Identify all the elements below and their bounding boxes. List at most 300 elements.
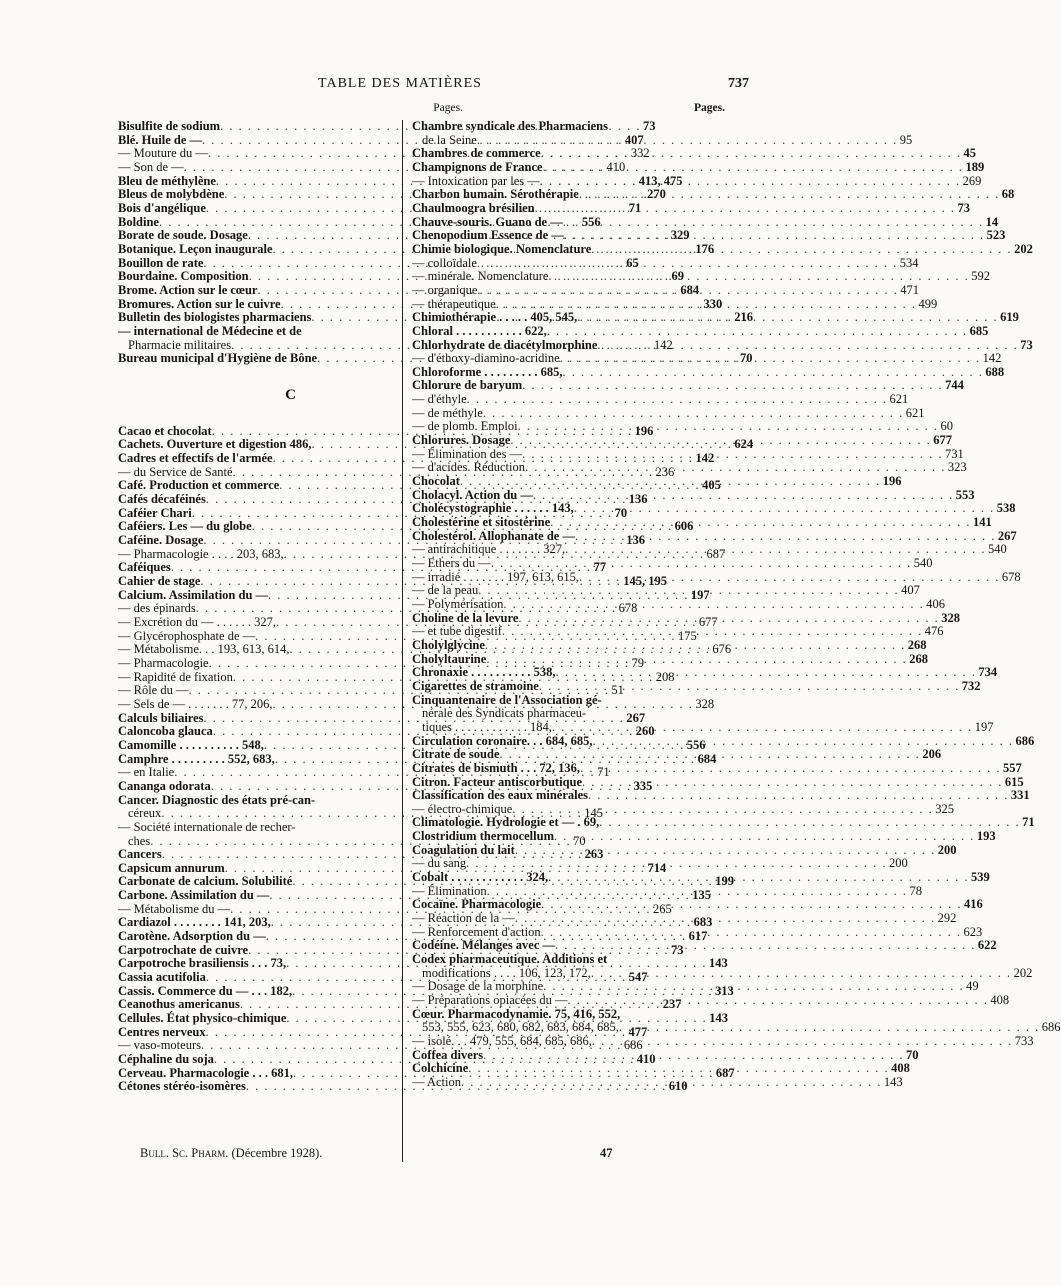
leader-dots	[502, 625, 923, 639]
entry-text: Chlorures. Dosage	[412, 433, 511, 448]
entry-pages: 407	[624, 132, 644, 147]
entry-text: Cancers	[118, 847, 162, 862]
leader-dots	[591, 243, 1012, 257]
index-entry	[412, 542, 1007, 557]
leader-dots	[533, 489, 954, 503]
index-entry	[412, 897, 983, 912]
entry-pages: 408	[891, 1061, 910, 1076]
leader-dots	[460, 475, 881, 489]
entry-text: Carotène. Adsorption du —	[118, 929, 266, 944]
leader-dots	[579, 571, 1000, 585]
entry-text: Cholestérol. Allophanate de —	[412, 528, 575, 543]
leader-dots	[547, 325, 968, 339]
index-entry	[412, 1020, 1061, 1035]
leader-dots	[582, 776, 1003, 790]
entry-pages: 687	[706, 546, 726, 561]
entry-text: Cholacyl. Action du —	[412, 487, 533, 502]
running-header-title: TABLE DES MATIÈRES	[318, 76, 482, 91]
leader-dots	[541, 926, 962, 940]
entry-pages: 268	[909, 651, 928, 666]
index-entry	[412, 883, 923, 899]
entry-text: Coffea divers	[412, 1047, 484, 1062]
entry-pages: 51	[611, 683, 624, 698]
entry-text: — du sang	[412, 856, 467, 871]
entry-text: Capsicum annurum	[118, 860, 225, 875]
entry-pages: 325	[935, 801, 954, 816]
entry-text: 553, 555, 623, 680, 682, 683, 684, 685,	[422, 1020, 619, 1035]
entry-text: Cafés décaféinés	[118, 492, 206, 507]
index-entry	[412, 419, 953, 434]
index-entry	[412, 159, 985, 175]
entry-text: Coagulation du lait	[412, 842, 515, 857]
index-entry	[412, 337, 1033, 353]
entry-text: — des épinards	[118, 601, 196, 616]
entry-pages: 202	[1013, 965, 1033, 980]
entry-text: Chlorhydrate de diacétylmorphine	[412, 337, 598, 352]
entry-text: Bromures. Action sur le cuivre	[118, 296, 281, 311]
entry-text: de la Seine	[422, 132, 477, 147]
leader-dots	[496, 298, 917, 312]
entry-pages: 216	[734, 310, 754, 325]
entry-pages: 617	[688, 929, 708, 944]
entry-text: — colloïdale	[412, 255, 477, 270]
entry-pages: 416	[964, 897, 983, 912]
entry-text: Caféine. Dosage	[118, 533, 204, 548]
entry-text: Bleu de méthylène	[118, 173, 216, 188]
leader-dots	[562, 366, 983, 380]
index-entry	[412, 282, 920, 298]
entry-text: Citrates de bismuth . . . 72, 136,	[412, 760, 581, 775]
entry-pages: 14	[985, 214, 999, 229]
entry-text: — Sels de — . . . . . . . 77, 206,	[118, 696, 273, 711]
index-entry	[412, 938, 997, 953]
entry-pages: 678	[618, 601, 638, 616]
entry-text: — Polymérisation	[412, 596, 504, 611]
entry-text: — d'éthoxy-diamino-acridine	[412, 351, 560, 366]
entry-text: Cigarettes de stramoine	[412, 678, 539, 693]
entry-text: Cassis. Commerce du — . . . 182,	[118, 983, 293, 998]
entry-pages: 406	[926, 596, 945, 611]
leader-dots	[593, 735, 1014, 749]
entry-pages: 732	[961, 678, 981, 693]
index-entry	[412, 392, 909, 407]
leader-dots	[483, 1049, 904, 1063]
leader-dots	[467, 393, 888, 407]
entry-pages: 328	[695, 696, 715, 711]
entry-text: Bulletin des biologistes pharmaciens	[118, 310, 312, 325]
leader-dots	[466, 857, 887, 871]
index-entry	[412, 651, 928, 667]
entry-pages: 410	[636, 1052, 656, 1066]
index-entry	[412, 678, 981, 694]
journal-name: Bull. Sc. Pharm.	[140, 1146, 229, 1160]
entry-pages: 678	[1001, 569, 1021, 584]
entry-pages: 45	[963, 146, 977, 161]
leader-dots	[550, 516, 971, 530]
entry-text: Charbon humain. Sérothérapie	[412, 187, 579, 202]
entry-pages: 292	[937, 911, 957, 926]
index-entry	[412, 856, 908, 871]
entry-text: Bois d'angélique	[118, 200, 206, 215]
entry-pages: 208	[655, 669, 675, 684]
entry-pages: 77	[593, 560, 607, 575]
leader-dots	[518, 420, 939, 434]
entry-pages: 200	[937, 842, 957, 857]
entry-text: Caféiers. Les — du globe	[118, 519, 252, 534]
entry-text: Codex pharmaceutique. Additions et	[412, 952, 608, 967]
entry-text: Blé. Huile de —	[118, 132, 203, 147]
entry-pages: 70	[739, 351, 753, 366]
index-entry	[412, 446, 964, 462]
entry-text: — Action	[412, 1074, 461, 1089]
entry-pages: 200	[889, 856, 908, 871]
entry-text: — d'acides. Réduction	[412, 460, 525, 475]
index-entry	[412, 228, 1006, 243]
entry-pages: 73	[957, 200, 970, 215]
entry-pages: 499	[918, 296, 938, 311]
entry-pages: 621	[905, 405, 925, 420]
entry-text: Chaulmoogra brésilien	[412, 200, 535, 215]
leader-dots	[491, 557, 912, 571]
entry-pages: 684	[697, 751, 717, 766]
entry-text: — Élimination des —	[412, 446, 523, 461]
entry-pages: 69	[671, 269, 684, 284]
index-entry	[412, 474, 902, 489]
entry-text: — irradié . . . . . . . 197, 613, 615,	[412, 569, 579, 584]
entry-text: Carpotrochate de cuivre	[118, 942, 249, 957]
leader-dots	[483, 407, 904, 421]
entry-pages: 196	[882, 474, 902, 489]
index-entry	[412, 760, 1022, 776]
entry-text: Citrate de soude	[412, 747, 500, 762]
index-entry	[412, 1074, 903, 1090]
index-entry	[412, 241, 1033, 257]
leader-dots	[563, 216, 984, 230]
index-entry	[412, 269, 991, 284]
entry-text: Classification des eaux minérales	[412, 788, 589, 803]
leader-dots	[525, 461, 946, 475]
entry-pages: 331	[1010, 788, 1030, 803]
issue-date: (Décembre 1928).	[231, 1146, 323, 1160]
entry-pages: 734	[978, 665, 998, 680]
index-entry	[412, 624, 944, 639]
entry-text: Bureau municipal d'Hygiène de Bône	[118, 351, 318, 366]
entry-pages: 70	[906, 1047, 919, 1062]
entry-pages: 189	[965, 159, 985, 174]
entry-text: — de méthyle	[412, 405, 483, 420]
entry-pages: 95	[899, 132, 913, 147]
entry-pages: 70	[573, 833, 586, 848]
entry-pages: 556	[686, 737, 706, 752]
entry-text: Cétones stéréo-isomères	[118, 1079, 246, 1094]
leader-dots	[518, 612, 939, 626]
index-entry	[412, 569, 1021, 585]
entry-text: Chloral . . . . . . . . . . . 622,	[412, 323, 547, 338]
entry-pages: 267	[997, 528, 1017, 543]
entry-text: Camphre . . . . . . . . . 552, 683,	[118, 751, 275, 766]
entry-text: — Pharmacologie	[118, 655, 209, 670]
entry-pages: 142	[653, 337, 673, 352]
entry-pages: 143	[709, 1011, 729, 1026]
entry-text: Cananga odorata	[118, 778, 211, 793]
entry-text: — Glycérophosphate de —	[118, 628, 256, 643]
entry-pages: 685	[969, 323, 989, 338]
entry-pages: 79	[631, 655, 644, 670]
entry-pages: 413, 475	[638, 173, 683, 188]
entry-pages: 68	[1001, 187, 1015, 202]
entry-text: — Son de —	[118, 159, 184, 174]
entry-text: Cardiazol . . . . . . . . 141, 203,	[118, 915, 271, 930]
leader-dots	[522, 448, 943, 462]
leader-dots	[515, 912, 936, 926]
entry-pages: 73	[642, 119, 656, 133]
entry-text: Caféiques	[118, 560, 171, 575]
entry-text: — minérale. Nomenclature	[412, 269, 549, 284]
index-entry	[412, 405, 925, 421]
entry-pages: 136	[628, 492, 648, 507]
entry-pages: 328	[941, 610, 960, 625]
entry-text: Climatologie. Hydrologie et — . 69,	[412, 815, 600, 830]
entry-pages: 60	[940, 419, 953, 434]
entry-pages: 268	[907, 637, 927, 652]
entry-pages: 557	[1002, 760, 1022, 775]
index-entry	[412, 1047, 919, 1063]
entry-text: Café. Production et commerce	[118, 478, 280, 493]
entry-text: — antirachitique . . . . . . . 327,	[412, 542, 566, 557]
index-entry	[412, 924, 983, 940]
entry-text: Cerveau. Pharmacologie . . . 681,	[118, 1065, 293, 1080]
entry-pages: 73	[670, 942, 684, 957]
entry-pages: 624	[734, 437, 754, 452]
entry-pages: 677	[698, 615, 718, 629]
column-divider	[402, 120, 403, 1162]
entry-pages: 265	[653, 901, 672, 916]
index-entry	[412, 707, 725, 721]
entry-pages: 193	[976, 829, 996, 844]
entry-pages: 73	[1020, 337, 1033, 352]
entry-text: — Rôle du —	[118, 683, 189, 698]
entry-pages: 199	[715, 874, 734, 889]
entry-text: — Préparations opiacées du —	[412, 993, 568, 1007]
entry-pages: 49	[966, 979, 979, 994]
entry-text: Chocolat	[412, 474, 460, 489]
entry-pages: 70	[614, 505, 628, 520]
leader-dots	[556, 666, 977, 680]
leader-dots	[477, 284, 898, 298]
entry-text: Carpotroche brasiliensis . . . 73,	[118, 956, 287, 971]
entry-text: Cholestérine et sitostérine	[412, 515, 551, 530]
entry-pages: 606	[674, 519, 694, 534]
entry-text: Bourdaine. Composition	[118, 269, 249, 284]
entry-text: — Excrétion du — . . . . . . 327,	[118, 615, 276, 629]
entry-text: Codéine. Mélanges avec —	[412, 938, 556, 953]
entry-pages: 538	[996, 501, 1016, 516]
entry-text: — Dosage de la morphine	[412, 979, 544, 994]
index-entry	[412, 528, 1017, 544]
entry-pages: 330	[703, 296, 723, 311]
leader-dots	[554, 830, 975, 844]
footer-citation	[140, 1146, 322, 1161]
entry-text: Cellules. État physico-chimique	[118, 1011, 287, 1026]
entry-pages: 547	[628, 970, 648, 985]
entry-text: modifications . . . . 106, 123, 172,	[422, 965, 591, 980]
entry-text: — d'éthyle	[412, 392, 467, 407]
index-entry	[412, 501, 1016, 516]
entry-text: Cholylglycine	[412, 637, 485, 652]
entry-text: Cacao et chocolat	[118, 423, 212, 438]
index-entry	[412, 694, 725, 708]
entry-pages: 237	[662, 997, 682, 1012]
page-number: 737	[728, 76, 749, 91]
entry-pages: 405	[702, 478, 721, 493]
section-letter: C	[285, 386, 296, 403]
entry-text: Ceanothus americanus	[118, 997, 240, 1012]
entry-text: Caféier Chari	[118, 505, 192, 520]
index-entry	[412, 120, 725, 134]
leader-dots	[522, 379, 943, 393]
entry-pages: 686	[623, 1038, 643, 1053]
entry-text: — du Service de Santé	[118, 464, 233, 479]
entry-text: — Intoxication par les —	[412, 173, 540, 188]
entry-pages: 197	[690, 587, 710, 602]
entry-text: Bleus de molybdène	[118, 187, 225, 202]
leader-dots	[552, 721, 973, 735]
index-entry	[412, 173, 982, 189]
entry-text: — de plomb. Emploi	[412, 419, 518, 434]
entry-text: Colchicine	[412, 1061, 469, 1076]
entry-pages: 71	[597, 765, 610, 780]
leader-dots	[591, 967, 1012, 981]
leader-dots	[477, 257, 898, 271]
entry-pages: 71	[1022, 815, 1035, 830]
entry-text: Botanique. Leçon inaugurale	[118, 241, 273, 256]
leader-dots	[575, 530, 996, 544]
entry-text: Cobalt . . . . . . . . . . . . 324,	[412, 870, 549, 885]
entry-text: Chauve-souris. Guano de —	[412, 214, 563, 229]
index-entry	[412, 965, 1033, 981]
leader-dots	[541, 898, 962, 912]
entry-text: — Rapidité de fixation	[118, 669, 233, 684]
entry-pages: 410	[606, 159, 626, 174]
entry-pages: 196	[634, 423, 654, 438]
entry-text: — Société internationale de recher-	[118, 819, 296, 834]
index-entry	[412, 719, 994, 735]
entry-text: nérale des Syndicats pharmaceu-	[422, 706, 587, 721]
entry-text: Chronaxie . . . . . . . . . . 538,	[412, 665, 556, 680]
leader-dots	[539, 680, 960, 694]
leader-dots	[599, 816, 1020, 830]
leader-dots	[510, 434, 931, 448]
entry-text: Champignons de France	[412, 159, 543, 174]
index-entry	[412, 788, 1030, 803]
leader-dots	[503, 598, 924, 612]
entry-pages: 539	[971, 870, 990, 885]
entry-text: Bouillon de rate	[118, 255, 204, 270]
leader-dots	[577, 311, 998, 325]
entry-text: Chlorure de baryum	[412, 378, 523, 393]
entry-text: Chloroforme . . . . . . . . . 685,	[412, 364, 563, 379]
entry-pages: 141	[973, 515, 992, 530]
entry-pages: 610	[668, 1079, 688, 1094]
index-entry	[412, 733, 1035, 749]
entry-text: — vaso-moteurs	[118, 1038, 201, 1053]
entry-text: — Pharmacologie . . . . 203, 683,	[118, 546, 284, 561]
entry-pages: 313	[714, 983, 734, 998]
entry-text: — Métabolisme du —	[118, 901, 231, 916]
entry-text: — international de Médecine et de	[118, 323, 302, 338]
entry-pages: 329	[670, 228, 690, 243]
entry-pages: 175	[678, 628, 697, 643]
entry-pages: 686	[1041, 1020, 1061, 1035]
leader-dots	[580, 762, 1001, 776]
entry-text: Chenopodium Essence de —	[412, 228, 564, 243]
entry-pages: 688	[985, 364, 1005, 379]
entry-pages: 556	[581, 214, 601, 229]
leader-dots	[535, 202, 956, 216]
pages-column-label: Pages.	[433, 102, 463, 114]
entry-pages: 236	[655, 464, 675, 479]
index-entry	[412, 364, 1005, 380]
entry-pages: 714	[647, 860, 667, 875]
leader-dots	[548, 871, 969, 885]
index-entry	[412, 556, 933, 571]
entry-text: — thérapeutique	[412, 296, 496, 311]
entry-pages: 260	[635, 724, 655, 739]
index-entry	[412, 323, 989, 339]
entry-pages: 534	[899, 255, 919, 270]
entry-text: Camomille . . . . . . . . . . 548,	[118, 737, 264, 752]
entry-text: Cassia acutifolia	[118, 970, 206, 985]
entry-pages: 540	[987, 542, 1007, 557]
entry-text: — et tube digestif	[412, 624, 502, 639]
entry-pages: 686	[1015, 733, 1035, 748]
entry-text: Carbonate de calcium. Solubilité	[118, 874, 293, 889]
index-entry	[412, 829, 996, 844]
index-entry	[412, 596, 945, 612]
index-entry	[412, 815, 1035, 830]
entry-pages: 332	[630, 146, 650, 161]
leader-dots	[485, 639, 906, 653]
entry-pages: 143	[709, 956, 728, 971]
entry-text: Borate de soude. Dosage	[118, 228, 248, 243]
entry-text: Chimie biologique. Nomenclature	[412, 241, 592, 256]
index-entry	[412, 487, 975, 503]
index-entry	[412, 1033, 1034, 1049]
entry-pages: 197	[974, 719, 994, 734]
leader-dots	[564, 229, 985, 243]
index-entry	[412, 583, 920, 598]
entry-pages: 744	[945, 378, 964, 393]
entry-text: Cholécystographie . . . . . . 143,	[412, 501, 574, 516]
entry-text: Chimiothérapie . . . . . 405, 545,	[412, 310, 578, 325]
entry-pages: 142	[982, 351, 1002, 366]
entry-text: Clostridium thermocellum	[412, 829, 554, 844]
leader-dots	[543, 980, 964, 994]
entry-pages: 407	[901, 583, 920, 598]
index-entry	[412, 665, 998, 680]
leader-dots	[574, 502, 995, 516]
index-entry	[412, 610, 960, 626]
entry-pages: 676	[712, 642, 732, 657]
entry-text: — Ethers du —	[412, 556, 491, 570]
entry-text: Cœur. Pharmacodynamie. 75, 416, 552,	[412, 1006, 621, 1021]
entry-text: Cahier de stage	[118, 574, 201, 589]
entry-pages: 136	[626, 533, 646, 548]
entry-text: Cachets. Ouverture et digestion 486,	[118, 437, 312, 452]
entry-text: Citron. Facteur antiscorbutique	[412, 774, 583, 789]
entry-text: — Élimination	[412, 883, 487, 898]
entry-pages: 592	[971, 269, 991, 284]
